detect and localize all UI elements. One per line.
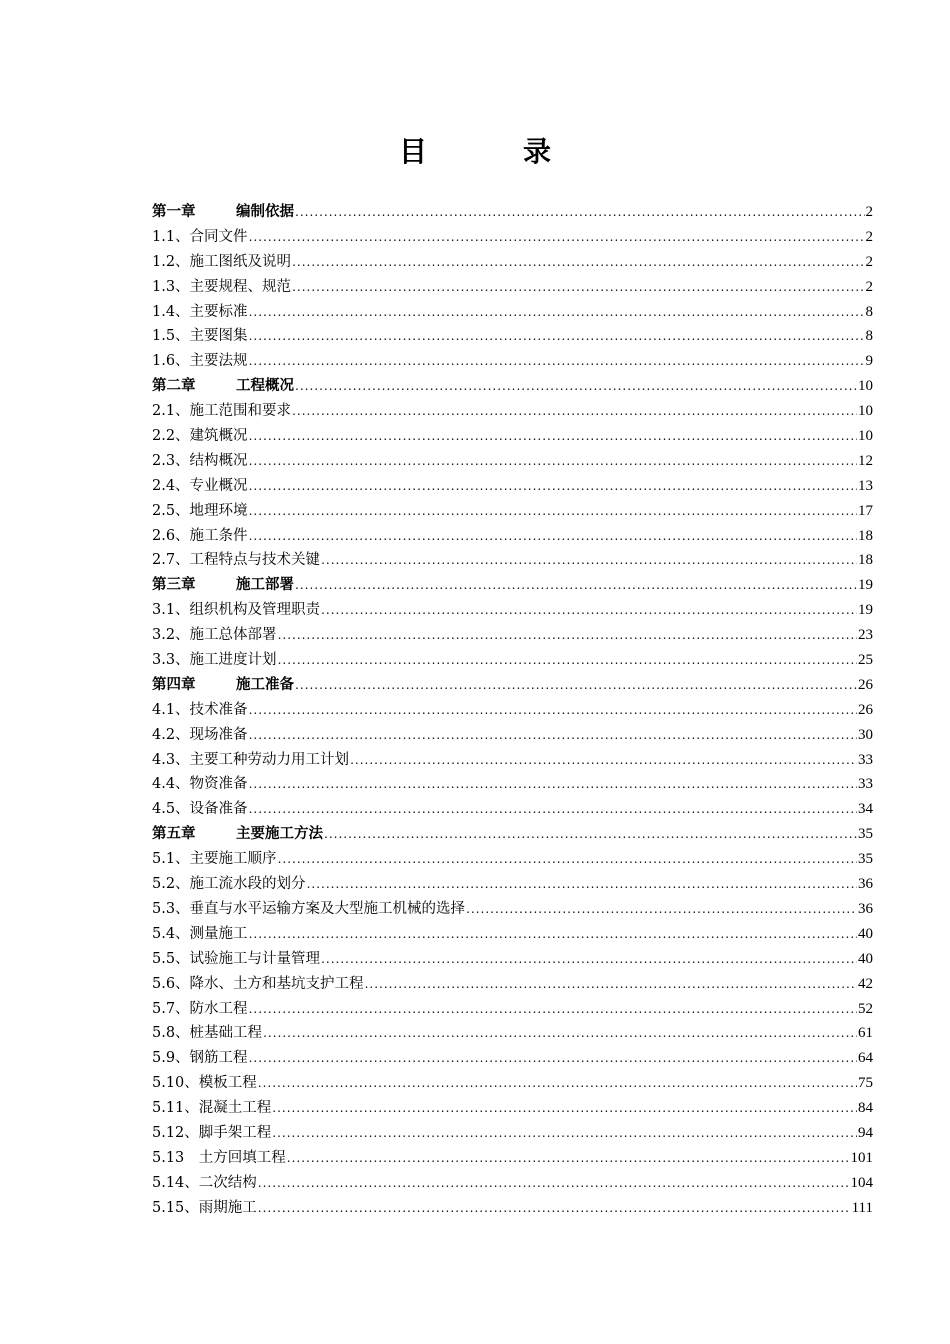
- toc-dot-leader: [249, 997, 857, 1022]
- toc-entry-label: [152, 822, 323, 847]
- toc-entry-text: 3.3、施工进度计划: [152, 652, 277, 669]
- toc-page-number: 10: [858, 403, 873, 420]
- toc-page-number: 104: [850, 1174, 873, 1191]
- toc-page-number: 18: [858, 527, 873, 544]
- toc-dot-leader: [324, 822, 857, 847]
- toc-chapter-entry[interactable]: [152, 822, 873, 847]
- toc-chapter-entry[interactable]: [152, 200, 873, 225]
- toc-page-number: 9: [865, 353, 873, 370]
- toc-entry-text: 5.7、防水工程: [152, 1000, 248, 1017]
- toc-entry-text: 5.14、二次结构: [152, 1174, 257, 1191]
- toc-dot-leader: [272, 1121, 857, 1146]
- toc-page-number: 75: [858, 1075, 873, 1092]
- toc-entry-label: [152, 972, 364, 997]
- toc-entry-text: 1.2、施工图纸及说明: [152, 253, 292, 270]
- toc-section-entry[interactable]: [152, 1121, 873, 1146]
- toc-dot-leader: [258, 1196, 851, 1221]
- toc-entry-label: [152, 200, 294, 225]
- toc-page-number: 10: [858, 428, 873, 445]
- toc-entry-text: 5.5、试验施工与计量管理: [152, 950, 321, 967]
- toc-page-number: 42: [858, 975, 873, 992]
- toc-entry-text: 2.7、工程特点与技术关键: [152, 552, 321, 569]
- toc-page-number: 8: [865, 328, 873, 345]
- toc-entry-text: 1.6、主要法规: [152, 353, 248, 370]
- toc-section-entry[interactable]: [152, 449, 873, 474]
- toc-section-entry[interactable]: [152, 698, 873, 723]
- toc-page-number: 36: [858, 900, 873, 917]
- toc-chapter-entry[interactable]: [152, 573, 873, 598]
- toc-entry-label: [152, 872, 306, 897]
- toc-entry-label: [152, 1021, 262, 1046]
- toc-page-number: 40: [858, 925, 873, 942]
- toc-section-entry[interactable]: [152, 300, 873, 325]
- toc-entry-text: 1.5、主要图集: [152, 328, 248, 345]
- toc-dot-leader: [249, 324, 865, 349]
- toc-section-entry[interactable]: [152, 797, 873, 822]
- toc-page-number: 30: [858, 726, 873, 743]
- toc-entry-text: 2.5、地理环境: [152, 502, 248, 519]
- toc-page-number: 17: [858, 502, 873, 519]
- toc-section-entry[interactable]: [152, 972, 873, 997]
- toc-dot-leader: [249, 499, 857, 524]
- toc-page-number: 33: [858, 776, 873, 793]
- toc-entry-label: [152, 997, 248, 1022]
- toc-page-number: 19: [858, 577, 873, 594]
- toc-entry-label: [152, 1071, 257, 1096]
- toc-section-entry[interactable]: [152, 524, 873, 549]
- toc-entry-text: 编制依据: [236, 203, 294, 220]
- toc-entry-label: [152, 772, 248, 797]
- toc-section-entry[interactable]: [152, 399, 873, 424]
- toc-dot-leader: [287, 1146, 850, 1171]
- toc-entry-label: [152, 399, 291, 424]
- toc-entry-label: [152, 1121, 271, 1146]
- toc-dot-leader: [249, 449, 857, 474]
- toc-entry-label: [152, 897, 465, 922]
- toc-entry-text: 施工准备: [236, 675, 294, 693]
- toc-entry-text: 2.1、施工范围和要求: [152, 403, 292, 420]
- toc-page-number: 94: [858, 1124, 873, 1141]
- toc-page-number: 13: [858, 477, 873, 494]
- toc-page-number: 18: [858, 552, 873, 569]
- toc-section-entry[interactable]: [152, 648, 873, 673]
- toc-entry-label: [152, 847, 277, 872]
- toc-section-entry[interactable]: [152, 225, 873, 250]
- toc-entry-label: [152, 797, 248, 822]
- toc-section-entry[interactable]: [152, 474, 873, 499]
- toc-dot-leader: [295, 200, 865, 225]
- toc-entry-label: [152, 275, 291, 300]
- toc-dot-leader: [249, 474, 857, 499]
- toc-page-number: 12: [858, 452, 873, 469]
- toc-section-entry[interactable]: [152, 897, 873, 922]
- toc-entry-text: 5.10、模板工程: [152, 1075, 257, 1092]
- toc-page-number: 36: [858, 876, 873, 893]
- toc-page-number: 52: [858, 1000, 873, 1017]
- toc-dot-leader: [350, 748, 857, 773]
- toc-dot-leader: [307, 872, 857, 897]
- toc-entry-label: [152, 1196, 257, 1221]
- toc-dot-leader: [365, 972, 857, 997]
- toc-page-number: 40: [858, 950, 873, 967]
- toc-page-number: 35: [858, 851, 873, 868]
- toc-dot-leader: [249, 797, 857, 822]
- toc-page-number: 19: [858, 602, 873, 619]
- toc-entry-label: [152, 922, 248, 947]
- toc-dot-leader: [292, 250, 864, 275]
- toc-page-number: 23: [858, 627, 873, 644]
- toc-chapter-number: 第三章: [152, 576, 196, 594]
- toc-section-entry[interactable]: [152, 598, 873, 623]
- toc-dot-leader: [278, 847, 857, 872]
- toc-entry-text: 5.2、施工流水段的划分: [152, 876, 306, 893]
- toc-entry-label: [152, 324, 248, 349]
- toc-entry-label: [152, 1096, 271, 1121]
- toc-chapter-entry[interactable]: [152, 374, 873, 399]
- toc-entry-text: 工程概况: [236, 377, 294, 395]
- toc-entry-text: 2.6、施工条件: [152, 527, 248, 544]
- toc-section-entry[interactable]: [152, 499, 873, 524]
- toc-section-entry[interactable]: [152, 324, 873, 349]
- toc-chapter-number: 第二章: [152, 377, 196, 395]
- toc-section-entry[interactable]: [152, 947, 873, 972]
- toc-page-number: 8: [865, 303, 873, 320]
- toc-dot-leader: [295, 673, 857, 698]
- toc-dot-leader: [249, 698, 857, 723]
- toc-page-number: 2: [865, 228, 873, 245]
- toc-page-number: 10: [858, 378, 873, 395]
- toc-entry-label: [152, 598, 320, 623]
- toc-page-number: 26: [858, 676, 873, 693]
- toc-page-number: 34: [858, 801, 873, 818]
- toc-entry-label: [152, 300, 248, 325]
- toc-page-number: 101: [850, 1149, 873, 1166]
- toc-section-entry[interactable]: [152, 548, 873, 573]
- toc-entry-label: [152, 349, 248, 374]
- toc-dot-leader: [466, 897, 857, 922]
- toc-section-entry[interactable]: [152, 922, 873, 947]
- toc-section-entry[interactable]: [152, 1146, 873, 1171]
- toc-dot-leader: [278, 623, 857, 648]
- toc-page-number: 25: [858, 652, 873, 669]
- toc-entry-label: [152, 225, 248, 250]
- toc-entry-text: 1.4、主要标准: [152, 303, 248, 320]
- toc-dot-leader: [272, 1096, 857, 1121]
- toc-chapter-entry[interactable]: [152, 673, 873, 698]
- toc-section-entry[interactable]: [152, 250, 873, 275]
- toc-entry-text: 施工部署: [236, 576, 294, 594]
- toc-dot-leader: [249, 1046, 857, 1071]
- toc-dot-leader: [249, 772, 857, 797]
- toc-entry-label: [152, 947, 320, 972]
- toc-section-entry[interactable]: [152, 1021, 873, 1046]
- toc-section-entry[interactable]: [152, 1096, 873, 1121]
- toc-page-number: 26: [858, 701, 873, 718]
- table-of-contents: [152, 200, 873, 1221]
- toc-page-number: 35: [858, 826, 873, 843]
- toc-entry-label: [152, 1046, 248, 1071]
- toc-entry-text: 2.4、专业概况: [152, 477, 248, 494]
- toc-entry-text: 5.11、混凝土工程: [152, 1100, 272, 1117]
- toc-page-number: 61: [858, 1025, 873, 1042]
- toc-page-number: 2: [865, 204, 873, 220]
- toc-entry-text: 4.3、主要工种劳动力用工计划: [152, 751, 350, 768]
- toc-entry-label: [152, 250, 291, 275]
- toc-dot-leader: [249, 225, 865, 250]
- toc-entry-label: [152, 723, 248, 748]
- toc-entry-text: 4.1、技术准备: [152, 701, 248, 718]
- toc-entry-text: 主要施工方法: [236, 825, 323, 843]
- toc-entry-label: [152, 623, 277, 648]
- toc-entry-text: 5.9、钢筋工程: [152, 1050, 248, 1067]
- toc-dot-leader: [321, 947, 857, 972]
- toc-entry-text: 5.4、测量施工: [152, 925, 248, 942]
- toc-section-entry[interactable]: [152, 424, 873, 449]
- toc-entry-text: 5.15、雨期施工: [152, 1199, 257, 1216]
- toc-entry-label: [152, 573, 294, 598]
- toc-entry-text: 5.13 土方回填工程: [152, 1149, 286, 1166]
- toc-entry-text: 5.12、脚手架工程: [152, 1124, 272, 1141]
- toc-entry-text: 5.1、主要施工顺序: [152, 851, 277, 868]
- toc-section-entry[interactable]: [152, 772, 873, 797]
- toc-dot-leader: [258, 1171, 850, 1196]
- toc-entry-label: [152, 648, 277, 673]
- toc-section-entry[interactable]: [152, 275, 873, 300]
- toc-entry-text: 1.1、合同文件: [152, 228, 248, 245]
- toc-entry-label: [152, 698, 248, 723]
- toc-entry-label: [152, 748, 349, 773]
- toc-page-number: 33: [858, 751, 873, 768]
- toc-dot-leader: [249, 300, 865, 325]
- toc-entry-text: 3.2、施工总体部署: [152, 627, 277, 644]
- toc-chapter-number: 第四章: [152, 675, 196, 693]
- toc-entry-text: 5.6、降水、土方和基坑支护工程: [152, 975, 364, 992]
- toc-section-entry[interactable]: [152, 748, 873, 773]
- toc-entry-text: 3.1、组织机构及管理职责: [152, 602, 321, 619]
- toc-entry-label: [152, 1171, 257, 1196]
- toc-section-entry[interactable]: [152, 623, 873, 648]
- toc-dot-leader: [258, 1071, 857, 1096]
- toc-dot-leader: [249, 349, 865, 374]
- toc-page-number: 111: [851, 1199, 873, 1216]
- toc-chapter-number: 第一章: [152, 203, 196, 220]
- toc-chapter-number: 第五章: [152, 825, 196, 843]
- toc-dot-leader: [292, 399, 857, 424]
- toc-entry-text: 5.3、垂直与水平运输方案及大型施工机械的选择: [152, 900, 466, 917]
- toc-entry-text: 4.4、物资准备: [152, 776, 248, 793]
- toc-entry-text: 1.3、主要规程、规范: [152, 278, 292, 295]
- toc-page-number: 84: [858, 1100, 873, 1117]
- toc-entry-label: [152, 548, 320, 573]
- toc-dot-leader: [249, 723, 857, 748]
- toc-dot-leader: [292, 275, 864, 300]
- toc-dot-leader: [249, 424, 857, 449]
- toc-dot-leader: [295, 573, 857, 598]
- toc-dot-leader: [321, 598, 857, 623]
- toc-entry-text: 2.2、建筑概况: [152, 428, 248, 445]
- toc-entry-label: [152, 424, 248, 449]
- toc-section-entry[interactable]: [152, 723, 873, 748]
- toc-entry-text: 4.5、设备准备: [152, 801, 248, 818]
- toc-section-entry[interactable]: [152, 349, 873, 374]
- toc-page-number: 2: [865, 253, 873, 270]
- toc-section-entry[interactable]: [152, 1171, 873, 1196]
- toc-section-entry[interactable]: [152, 997, 873, 1022]
- toc-section-entry[interactable]: [152, 872, 873, 897]
- toc-entry-text: 2.3、结构概况: [152, 452, 248, 469]
- toc-section-entry[interactable]: [152, 1046, 873, 1071]
- toc-entry-label: [152, 499, 248, 524]
- toc-section-entry[interactable]: [152, 1196, 873, 1221]
- toc-dot-leader: [295, 374, 857, 399]
- toc-title: 目 录: [398, 135, 585, 168]
- toc-entry-label: [152, 1146, 286, 1171]
- toc-page-number: 64: [858, 1050, 873, 1067]
- toc-entry-label: [152, 474, 248, 499]
- toc-page-number: 2: [865, 278, 873, 295]
- toc-entry-label: [152, 449, 248, 474]
- toc-entry-label: [152, 374, 294, 399]
- toc-entry-text: 5.8、桩基础工程: [152, 1025, 263, 1042]
- toc-section-entry[interactable]: [152, 1071, 873, 1096]
- toc-dot-leader: [278, 648, 857, 673]
- toc-dot-leader: [263, 1021, 857, 1046]
- toc-entry-text: 4.2、现场准备: [152, 726, 248, 743]
- toc-dot-leader: [249, 524, 857, 549]
- toc-section-entry[interactable]: [152, 847, 873, 872]
- toc-dot-leader: [249, 922, 857, 947]
- toc-entry-label: [152, 524, 248, 549]
- toc-entry-label: [152, 673, 294, 698]
- toc-dot-leader: [321, 548, 857, 573]
